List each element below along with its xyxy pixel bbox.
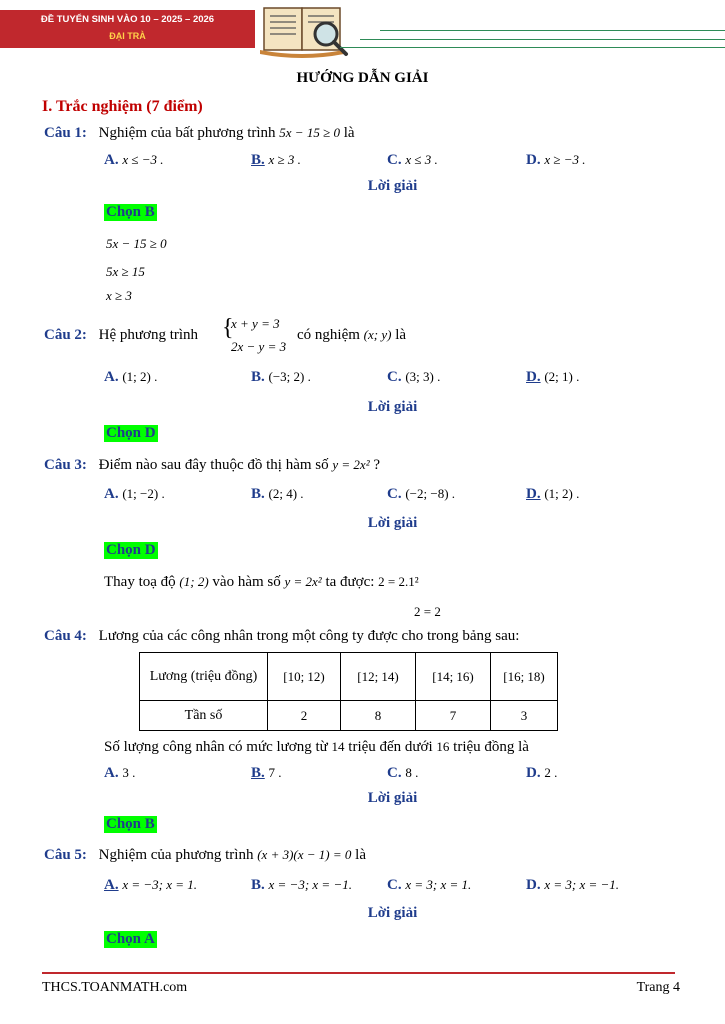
section-heading: I. Trắc nghiệm (7 điểm) <box>42 98 203 115</box>
question-tail: là <box>355 847 366 863</box>
answer-badge: Chọn D <box>106 425 156 441</box>
question-text: Nghiệm của phương trình <box>98 847 254 863</box>
table-header-cell: [16; 18) <box>491 653 558 701</box>
solution-heading: Lời giải <box>367 178 418 194</box>
question-4 <box>44 628 519 645</box>
footer-divider <box>42 972 675 974</box>
option-a: A. x = −3; x = 1. <box>104 877 198 893</box>
question-expr: 5x − 15 ≥ 0 <box>279 125 340 140</box>
answer-badge: Chọn B <box>106 204 155 220</box>
solution-heading: Lời giải <box>367 790 418 806</box>
table-cell: 3 <box>491 701 558 731</box>
question-2 <box>44 327 198 344</box>
solution-step: 5x − 15 ≥ 0 <box>106 236 167 251</box>
system-eq-2: 2x − y = 3 <box>231 339 287 354</box>
option-a: A. x ≤ −3 . <box>104 152 164 168</box>
answer-badge: Chọn A <box>106 931 155 947</box>
option-d: D. 2 . <box>526 765 558 781</box>
footer-page-number: Trang 4 <box>636 980 680 995</box>
option-b: B. (2; 4) . <box>251 486 304 502</box>
question-label: Câu 2: <box>44 327 87 343</box>
option-b: B. x = −3; x = −1. <box>251 877 352 893</box>
question-text: Điểm nào sau đây thuộc đồ thị hàm số <box>98 457 329 473</box>
table-cell: 2 <box>268 701 341 731</box>
question-label: Câu 3: <box>44 457 87 473</box>
option-d: D. x ≥ −3 . <box>526 152 586 168</box>
system-eq-1: x + y = 3 <box>231 316 280 331</box>
option-a: A. 3 . <box>104 765 136 781</box>
option-d: D. (2; 1) . <box>526 369 580 385</box>
solution-explain: Thay toạ độ (1; 2) vào hàm số y = 2x² ta được: 2 = 2.1² <box>104 574 419 590</box>
solution-result: 2 = 2 <box>414 604 441 619</box>
option-c: C. (−2; −8) . <box>387 486 456 502</box>
option-d: D. x = 3; x = −1. <box>526 877 620 893</box>
question-tail: ? <box>373 457 381 473</box>
page-title: HƯỚNG DẪN GIẢI <box>296 70 429 86</box>
question-text: Lương của các công nhân trong một công ty được cho trong bảng sau: <box>98 628 520 644</box>
header-line <box>340 47 725 48</box>
book-magnifier-logo <box>256 2 352 62</box>
table-header-cell: [10; 12) <box>268 653 341 701</box>
option-a: A. (1; 2) . <box>104 369 158 385</box>
solution-step: x ≥ 3 <box>106 288 132 303</box>
salary-table <box>139 652 558 731</box>
question-tail: là <box>343 125 355 141</box>
system-brace: { <box>222 315 234 341</box>
question-label: Câu 4: <box>44 628 87 644</box>
solution-step: 5x ≥ 15 <box>106 264 145 279</box>
option-d: D. (1; 2) . <box>526 486 580 502</box>
question-text: Nghiệm của bất phương trình <box>98 125 276 141</box>
option-b: B. (−3; 2) . <box>251 369 311 385</box>
question-func: y = 2x² <box>332 457 370 472</box>
question-tail: có nghiệm (x; y) là <box>297 327 407 343</box>
answer-badge: Chọn B <box>106 816 155 832</box>
option-c: C. x = 3; x = 1. <box>387 877 472 893</box>
option-b: B. x ≥ 3 . <box>251 152 301 168</box>
option-c: C. (3; 3) . <box>387 369 441 385</box>
header-exam-title: ĐỀ TUYỂN SINH VÀO 10 – 2025 – 2026 <box>40 14 215 25</box>
question-5 <box>44 847 366 864</box>
question-4-sub: Số lượng công nhân có mức lương từ 14 triệu đến dưới 16 triệu đồng là <box>104 739 529 755</box>
table-cell: 8 <box>341 701 416 731</box>
question-text: Hệ phương trình <box>98 327 199 343</box>
header-line <box>360 39 725 40</box>
solution-heading: Lời giải <box>367 905 418 921</box>
solution-heading: Lời giải <box>367 399 418 415</box>
header-exam-level: ĐẠI TRÀ <box>109 31 146 41</box>
question-3 <box>44 457 380 474</box>
question-expr: (x + 3)(x − 1) = 0 <box>257 847 352 862</box>
table-cell: 7 <box>416 701 491 731</box>
solution-heading: Lời giải <box>367 515 418 531</box>
question-label: Câu 5: <box>44 847 87 863</box>
header-line <box>380 30 725 31</box>
question-1 <box>44 125 355 142</box>
option-c: C. 8 . <box>387 765 419 781</box>
question-label: Câu 1: <box>44 125 87 141</box>
option-c: C. x ≤ 3 . <box>387 152 438 168</box>
option-b: B. 7 . <box>251 765 282 781</box>
table-header-cell: Lương (triệu đồng) <box>140 653 268 701</box>
option-a: A. (1; −2) . <box>104 486 165 502</box>
footer-site: THCS.TOANMATH.com <box>42 980 188 995</box>
table-cell: Tần số <box>140 701 268 731</box>
table-header-cell: [14; 16) <box>416 653 491 701</box>
answer-badge: Chọn D <box>106 542 156 558</box>
table-header-cell: [12; 14) <box>341 653 416 701</box>
